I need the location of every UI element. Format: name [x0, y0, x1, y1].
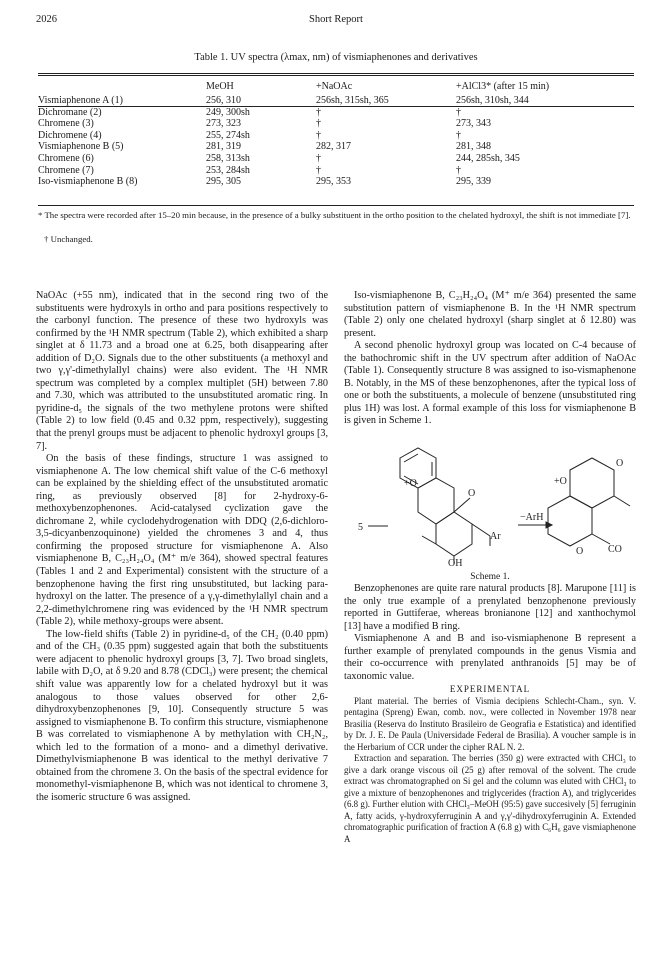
table-cell: 295, 339 [456, 176, 491, 188]
table-cell: 273, 343 [456, 118, 491, 130]
paragraph: Extraction and separation. The berries (350 g) were extracted with CHCl₃ to give a dark orange viscous oil (25 g) after removal of the solvent. The crude extract was chromatographed on Si gel and the column was eluted with CHCl₃ to give a mixture of benzophenones and triglycerides (fraction A), and triglycerides (6.8 g). Further elution with CHCl₃–MeOH (95:5) gave succesively [5] ferruginin A, fatty acids, γ-hydroxyferruginin A and γ,γ'-dihydroxyferruginin A. Extended chromatographic purification of fraction A (6.8 g) with C₆H₆ gave vismiaphenone A [344, 753, 636, 844]
scheme-oxonium-label-2: +O [554, 476, 567, 487]
table-cell: Vismiaphenone A (1) [38, 95, 123, 106]
table-header-cell [38, 77, 206, 95]
paragraph: On the basis of these findings, structure 1 was assigned to vismiaphenone A. The low chemical shift value of the C-6 methoxyl can be explained by the shielding effect of the unsubstituted aromatic ring, as previously observed [8] for 2-hydroxy-6-methoxybenzophenones. Acid-catalysed cyclization gave the dichromane 2, while cyclodehydrogenation with DDQ (2,6-dichloro-3,5-dicyanbenzoquinone) yielded the chromenes 3 and 4, thus confirming the proposed structure for vismiaphenone A. Also vismiaphenone B, C₂₃H₂₄O₄ (M⁺ m/e 364), showed spectral features (Tables 1 and 2 and Experimental) consistent with the structure of a benzophenone having the first ring unsubstituted, but lacking para-hydroxyl on the latter. The presence of a γ,γ-dimethylallyl chain and a 2,2-dimethylchromene ring was evidenced by the ¹H NMR spectrum (Table 2), while methoxy-groups were absent. [36, 453, 328, 628]
table-cell: Chromene (7) [38, 164, 94, 176]
table-header-cell: +NaOAc [316, 80, 353, 92]
scheme-caption: Scheme 1. [470, 572, 510, 582]
scheme-o-label: O [468, 488, 476, 499]
pyrylium-ring [418, 478, 454, 524]
table-cell: 295, 353 [316, 176, 351, 188]
table-body [38, 95, 634, 188]
table-top-rule-2 [38, 75, 634, 76]
table-header-cell: +AlCl3* (after 15 min) [456, 80, 550, 92]
paragraph: Benzophenones are quite rare natural products [8]. Marupone [11] is the only true example of a prenylated benzophenone previously reported in Guttiferae, whereas bronianone [12] and xanthochymol [13] have a modified B ring. [344, 583, 636, 632]
table-row [38, 118, 634, 130]
scheme-start-label: 5 [358, 522, 363, 533]
table-cell: Dichromene (4) [38, 129, 102, 141]
paragraph: Plant material. The berries of Vismia decipiens Schlecht-Cham., syn. V. pentagina (Spreng) Ewan, comb. nov., were collected in November 1978 near Brasilia (Reserva do Instituto Brasileiro de Geografia e Estatistica) and identified by Dr. J. E. De Paula (Universidade Federal de Brasilia). A voucher sample is in the Herbarium of CCR under the cipher RAL N. 2. [344, 695, 636, 752]
page-number: 2026 [36, 14, 57, 25]
scheme-o-label-2: O [616, 458, 624, 469]
table-cell: Chromene (6) [38, 152, 94, 164]
table-cell: 244, 285sh, 345 [456, 152, 520, 164]
table-caption: Table 1. UV spectra (λmax, nm) of vismiaphenones and derivatives [194, 52, 478, 63]
table-bottom-rule [38, 205, 634, 206]
table-row [38, 141, 634, 153]
product-ring-a [570, 458, 614, 508]
table-cell: † [316, 118, 321, 130]
table-cell: 256, 310 [206, 95, 241, 106]
left-column [36, 290, 328, 804]
scheme-1-diagram [340, 440, 640, 570]
table-cell: † [316, 106, 321, 118]
scheme-loss-label: −ArH [520, 512, 544, 523]
table-row [38, 107, 634, 119]
table-cell: † [316, 164, 321, 176]
product-ring-b [548, 496, 592, 546]
table-cell: † [456, 129, 461, 141]
table-row [38, 130, 634, 142]
table-cell: Dichromane (2) [38, 106, 102, 118]
section-heading: EXPERIMENTAL [449, 684, 531, 695]
uv-spectra-table [38, 77, 634, 188]
table-cell: 282, 317 [316, 141, 351, 153]
table-cell: 255, 274sh [206, 129, 250, 141]
table-cell: 253, 284sh [206, 164, 250, 176]
scheme-o-label-3: O [576, 546, 584, 557]
table-cell: 249, 300sh [206, 106, 250, 118]
table-cell: 273, 323 [206, 118, 241, 130]
paragraph: A second phenolic hydroxyl group was located on C-4 because of the bathochromic shift in the UV spectrum after addition of NaOAc (Table 1). Consequently structure 8 was assigned to iso-vismaphenone B. Notably, in the MS of these benzophenones, after the typical loss of one or both the substituents, a molecule of benzene (unsubstituted ring plus 1H) was lost. A formal example of this loss for vismiaphenone B is given in Scheme 1. [344, 340, 636, 427]
table-header-cell: MeOH [206, 80, 234, 92]
table-cell: Iso-vismiaphenone B (8) [38, 176, 138, 188]
running-title: Short Report [309, 14, 363, 25]
scheme-oh-label: OH [448, 558, 463, 569]
paragraph: The low-field shifts (Table 2) in pyridine-d₅ of the CH₂ (0.40 ppm) and of the CH₃ (0.35 ppm) suggested again that both the substituents were adjacent to phenolic hydroxyl groups [3, 7]. Two broad singlets, labile with D₂O, at δ 9.20 and 8.78 (CDCl₃) were present; the chemical shift value was apparently low for a chelated hydroxyl but it was analogous to those values observed for other 2,6-dihydroxybenzophenones [9, 10]. Consequently structure 5 was assigned to vismiaphenone B. To confirm this structure, vismiaphenone B was correlated to vismiaphenone A by methylation with CH₂N₂, which led to the formation of a mono- and a dimethyl derivative. Dimethylvismiaphenone B was identical to the methyl derivative 7 obtained from the chromene 3. On the basis of the spectral evidence for monomethyl-vismiaphenone B, which was not identical to chromene 3, the isomeric structure 6 was assigned. [36, 628, 328, 803]
table-cell: Chromene (3) [38, 118, 94, 130]
table-cell: † [316, 152, 321, 164]
table-footnote: * The spectra were recorded after 15–20 min because, in the presence of a bulky substituent in the ortho position to the chelated hydroxyl, the shift is not immediate [7]. [38, 210, 631, 220]
paragraph: Iso-vismiaphenone B, C₂₃H₂₄O₄ (M⁺ m/e 364) presented the same substitution pattern of vismiaphenone B. In the ¹H NMR spectrum (Table 2) only one chelated hydroxyl (sharp singlet at δ 12.80) was present. [344, 290, 636, 339]
table-header-row [38, 77, 634, 95]
paragraph: Vismiaphenone A and B and iso-vismiaphenone B represent a further example of prenylated compounds in the genus Vismia and their co-occurrence with prenylated anthranoids [5] may be of taxonomic value. [344, 633, 636, 682]
table-row [38, 95, 634, 107]
table-top-rule [38, 73, 634, 74]
table-cell: 295, 305 [206, 176, 241, 188]
table-cell: Vismiaphenone B (5) [38, 141, 124, 153]
table-cell: † [316, 129, 321, 141]
table-row [38, 153, 634, 165]
table-cell: 281, 319 [206, 141, 241, 153]
table-cell: 281, 348 [456, 141, 491, 153]
table-cell: † [456, 164, 461, 176]
scheme-co-label: CO [608, 544, 622, 555]
table-cell: 258, 313sh [206, 152, 250, 164]
scheme-ar-label: Ar [490, 531, 501, 542]
page-header [36, 14, 636, 28]
phenol-ring [436, 512, 472, 556]
scheme-oxonium-label: +O [404, 478, 417, 489]
paragraph: NaOAc (+55 nm), indicated that in the second ring two of the substituents were hydroxyls in ortho and para positions respectively to the carbonyl function. The presence of these two hydroxyls was confirmed by the ¹H NMR spectrum (Table 2), which exhibited a sharp singlet at δ 11.73 and a broad one at 6.25, both disappearing after addition of D₂O. Signals due to the other substituents (a methoxyl and two γ,γ'-dimethylallyl chains) were also evident. The ¹H NMR spectrum was completed by a complex multiplet (5H) between 7.80 and 7.30, which was attributed to the unsubstituted aromatic ring. In pyridine-d₅ the signals of the two methylene protons were shifted (Table 2) to low field (0.45 and 0.32 ppm, respectively), suggesting that the prenyl groups must be adjacent to phenolic hydroxyl groups [3, 7]. [36, 290, 328, 452]
table-cell: † [456, 106, 461, 118]
table-footnote-unchanged: † Unchanged. [44, 234, 93, 244]
table-row [38, 165, 634, 177]
table-cell: 256sh, 310sh, 344 [456, 95, 529, 106]
table-cell: 256sh, 315sh, 365 [316, 95, 389, 106]
table-row [38, 176, 634, 188]
